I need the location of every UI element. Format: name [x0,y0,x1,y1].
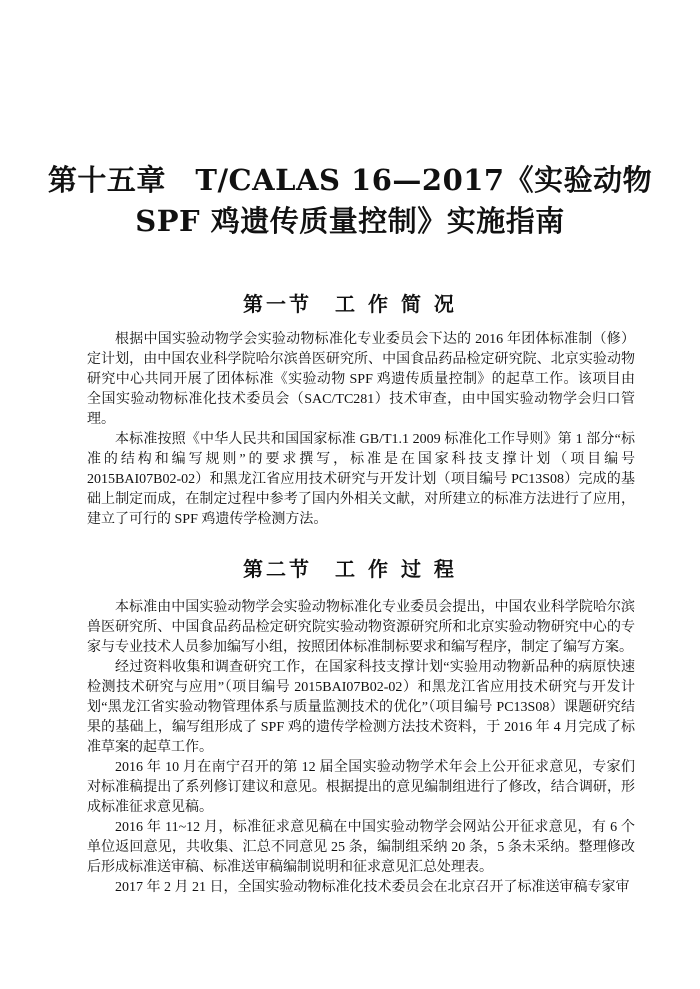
paragraph: 本标准按照《中华人民共和国国家标准 GB/T1.1 2009 标准化工作导则》第 1 部分“标准的结构和编写规则”的要求撰写，标准是在国家科技支撑计划（项目编号 2015BAI07B02-02）和黑龙江省应用技术研究与开发计划（项目编号 PC13S08）完成的基础上制定而成，在制定过程中参考了国内外相关文献，对所建立的标准方法进行了应用，建立了可行的 SPF 鸡遗传学检测方法。 [87,432,635,527]
chapter-title-line-1: 第十五章 T/CALAS 16—2017《实验动物 [47,163,653,197]
section-body-work-overview [87,330,635,530]
section-title-work-overview: 第一节 工 作 简 况 [243,292,457,316]
paragraph: 根据中国实验动物学会实验动物标准化专业委员会下达的 2016 年团体标准制（修）定计划，由中国农业科学院哈尔滨兽医研究所、中国食品药品检定研究院、北京实验动物研究中心共同开展了团体标准《实验动物 SPF 鸡遗传质量控制》的起草工作。该项目由全国实验动物标准化技术委员会（SAC/TC281）技术审查，由中国实验动物学会归口管理。 [87,332,635,427]
section-title-work-process: 第二节 工 作 过 程 [243,557,457,581]
paragraph: 2017 年 2 月 21 日，全国实验动物标准化技术委员会在北京召开了标准送审稿专家审 [115,880,630,895]
chapter-title-line-2: SPF 鸡遗传质量控制》实施指南 [135,204,565,238]
paragraph: 2016 年 10 月在南宁召开的第 12 届全国实验动物学术年会上公开征求意见，专家们对标准稿提出了系列修订建议和意见。根据提出的意见编制组进行了修改，结合调研，形成标准征求意见稿。 [87,760,635,815]
paragraph: 2016 年 11~12 月，标准征求意见稿在中国实验动物学会网站公开征求意见，有 6 个单位返回意见，共收集、汇总不同意见 25 条，编制组采纳 20 条，5 条未采纳。整理修改后形成标准送审稿、标准送审稿编制说明和征求意见汇总处理表。 [87,820,635,875]
paragraph: 经过资料收集和调查研究工作，在国家科技支撑计划“实验用动物新品种的病原快速检测技术研究与应用”（项目编号 2015BAI07B02-02）和黑龙江省应用技术研究与开发计划“黑龙江省实验动物管理体系与质量监测技术的优化”（项目编号 PC13S08）课题研究结果的基础上，编写组形成了 SPF 鸡的遗传学检测方法技术资料，于 2016 年 4 月完成了标准草案的起草工作。 [87,660,635,755]
section-body-work-process [87,598,635,898]
paragraph: 本标准由中国实验动物学会实验动物标准化专业委员会提出，中国农业科学院哈尔滨兽医研究所、中国食品药品检定研究院实验动物资源研究所和北京实验动物研究中心的专家与专业技术人员参加编写小组，按照团体标准制标要求和编写程序，制定了编写方案。 [87,600,635,655]
